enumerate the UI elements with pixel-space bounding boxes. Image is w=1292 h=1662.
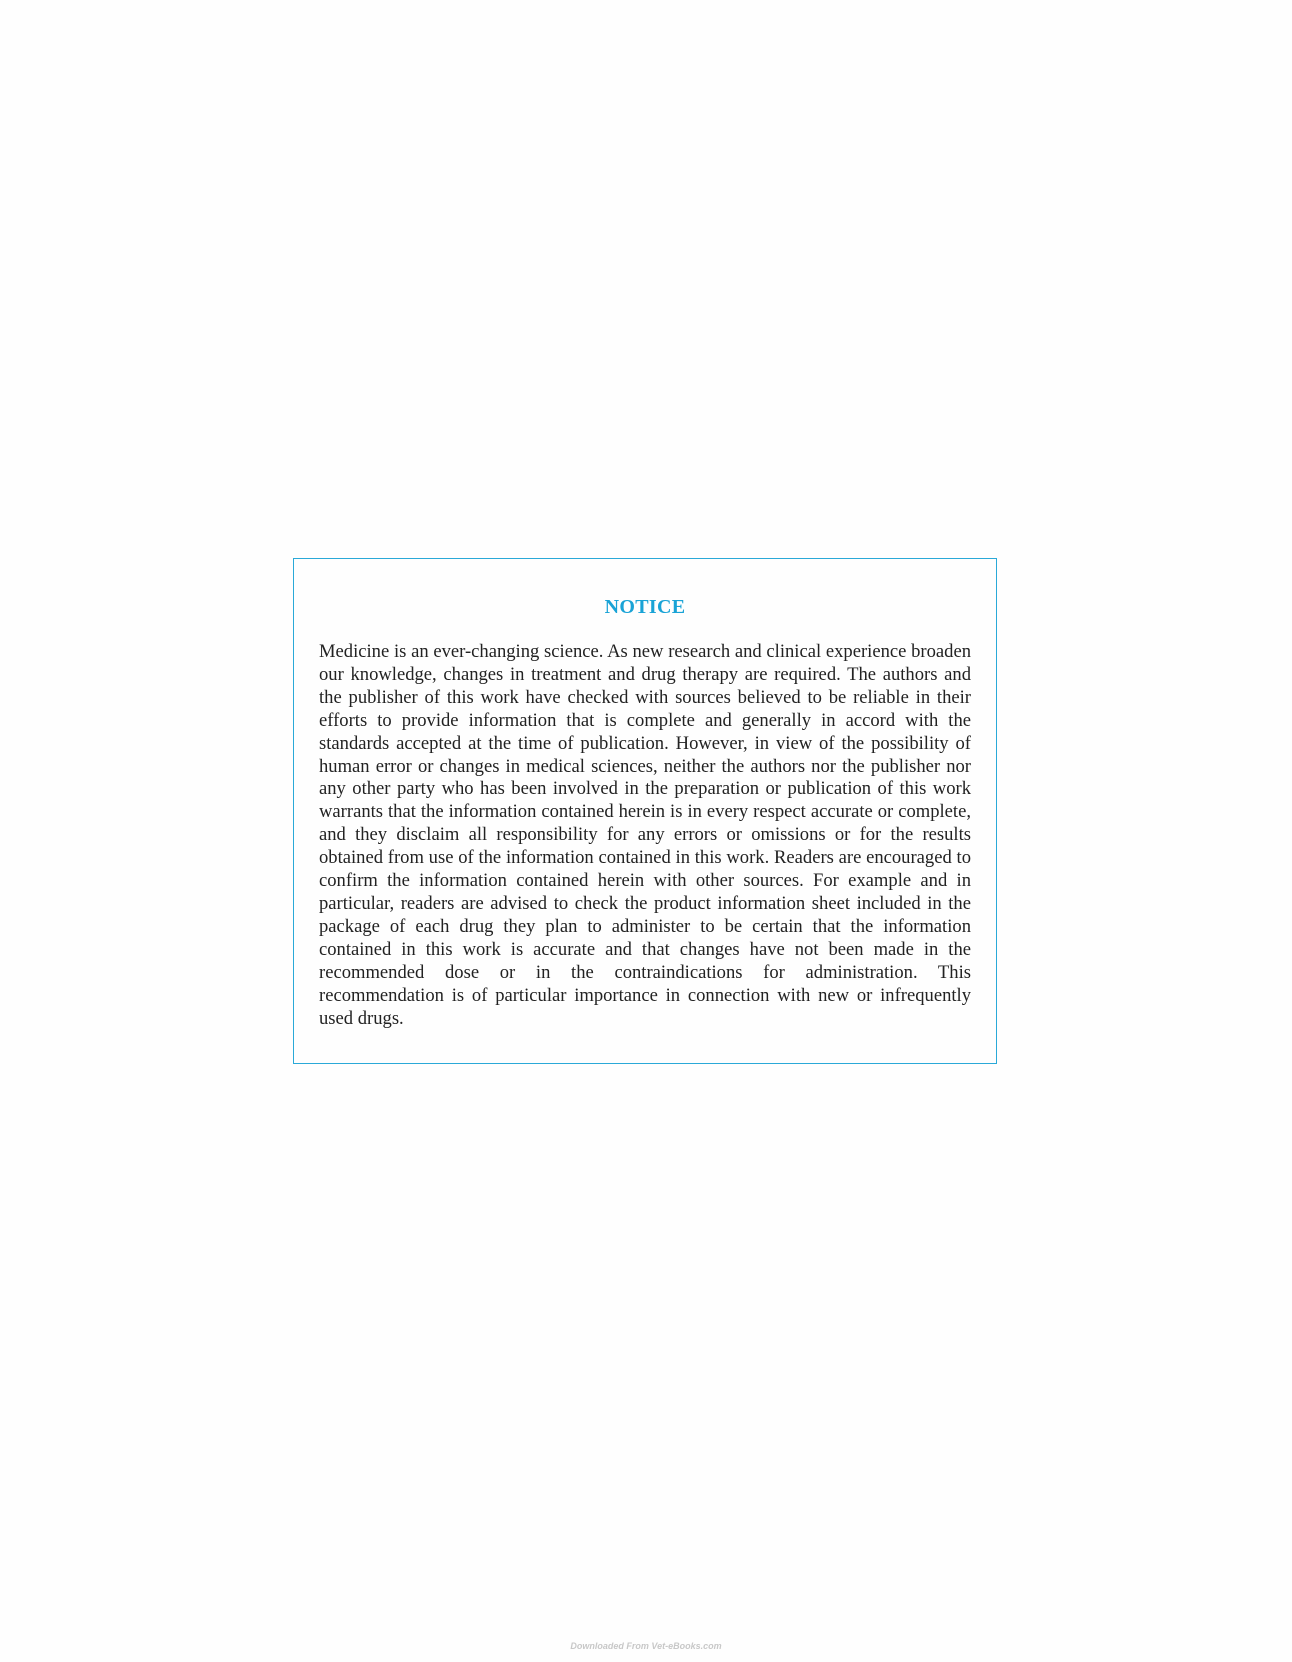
notice-title: NOTICE	[604, 596, 686, 618]
notice-box	[293, 558, 997, 1064]
footer-watermark: Downloaded From Vet-eBooks.com	[570, 1641, 722, 1651]
notice-body: Medicine is an ever-changing science. As new research and clinical experience broaden our knowledge, changes in treatment and drug therapy are required. The authors and the publisher of this work have checked with sources believed to be reliable in their efforts to provide information that is complete and generally in accord with the standards accepted at the time of publication. However, in view of the possibility of human error or changes in medical sciences, neither the authors nor the publisher nor any other party who has been involved in the preparation or publication of this work warrants that the information contained herein is in every respect accurate or complete, and they disclaim all responsibility for any errors or omissions or for the results obtained from use of the information contained in this work. Readers are encouraged to confirm the information contained herein with other sources. For example and in particular, readers are advised to check the product information sheet included in the package of each drug they plan to administer to be certain that the information contained in this work is accurate and that changes have not been made in the recommended dose or in the contraindications for administration. This recommendation is of particular importance in connection with new or infrequently used drugs.	[319, 641, 971, 1029]
